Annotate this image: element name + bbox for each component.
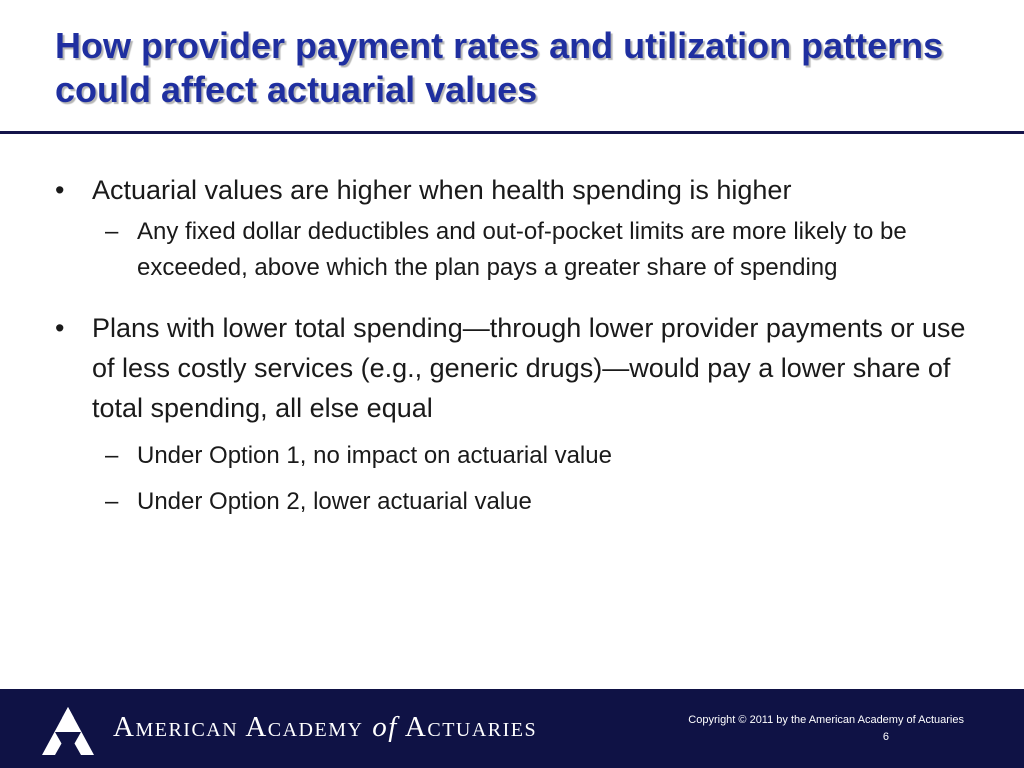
bullet-text: Plans with lower total spending—through lower provider payments or use of less costly services (e.g., generic drugs)—would pay a lower share of total spending, all else equal xyxy=(92,313,966,423)
sub-bullet-text: Any fixed dollar deductibles and out-of-pocket limits are more likely to be exceeded, above which the plan pays a greater share of spending xyxy=(137,218,907,281)
sub-bullet-item xyxy=(55,438,995,474)
sub-bullet-marker: – xyxy=(105,488,119,515)
sub-bullet-item xyxy=(55,214,995,286)
title-divider xyxy=(0,131,1024,134)
bullet-text: Actuarial values are higher when health spending is higher xyxy=(92,175,792,205)
slide-content xyxy=(55,170,995,520)
org-name-part2: Actuaries xyxy=(404,711,538,743)
bullet-marker: • xyxy=(55,175,65,205)
bullet-marker: • xyxy=(55,313,65,343)
sub-bullet-text: Under Option 1, no impact on actuarial value xyxy=(137,442,612,469)
sub-bullet-item xyxy=(55,484,995,520)
footer-bar xyxy=(0,689,1024,768)
sub-bullet-text: Under Option 2, lower actuarial value xyxy=(137,488,532,515)
triangle-logo-icon xyxy=(40,705,96,757)
bullet-item xyxy=(55,308,995,428)
slide-title: How provider payment rates and utilization patterns could affect actuarial values xyxy=(55,25,944,110)
org-name-of: of xyxy=(372,711,398,743)
sub-bullet-marker: – xyxy=(105,218,119,245)
sub-bullet-marker: – xyxy=(105,442,119,469)
bullet-item xyxy=(55,170,995,210)
org-name-part1: American Academy xyxy=(113,711,364,743)
copyright-text: Copyright © 2011 by the American Academy of Actuaries xyxy=(688,714,964,726)
organization-name xyxy=(113,711,537,744)
page-number: 6 xyxy=(882,731,889,743)
